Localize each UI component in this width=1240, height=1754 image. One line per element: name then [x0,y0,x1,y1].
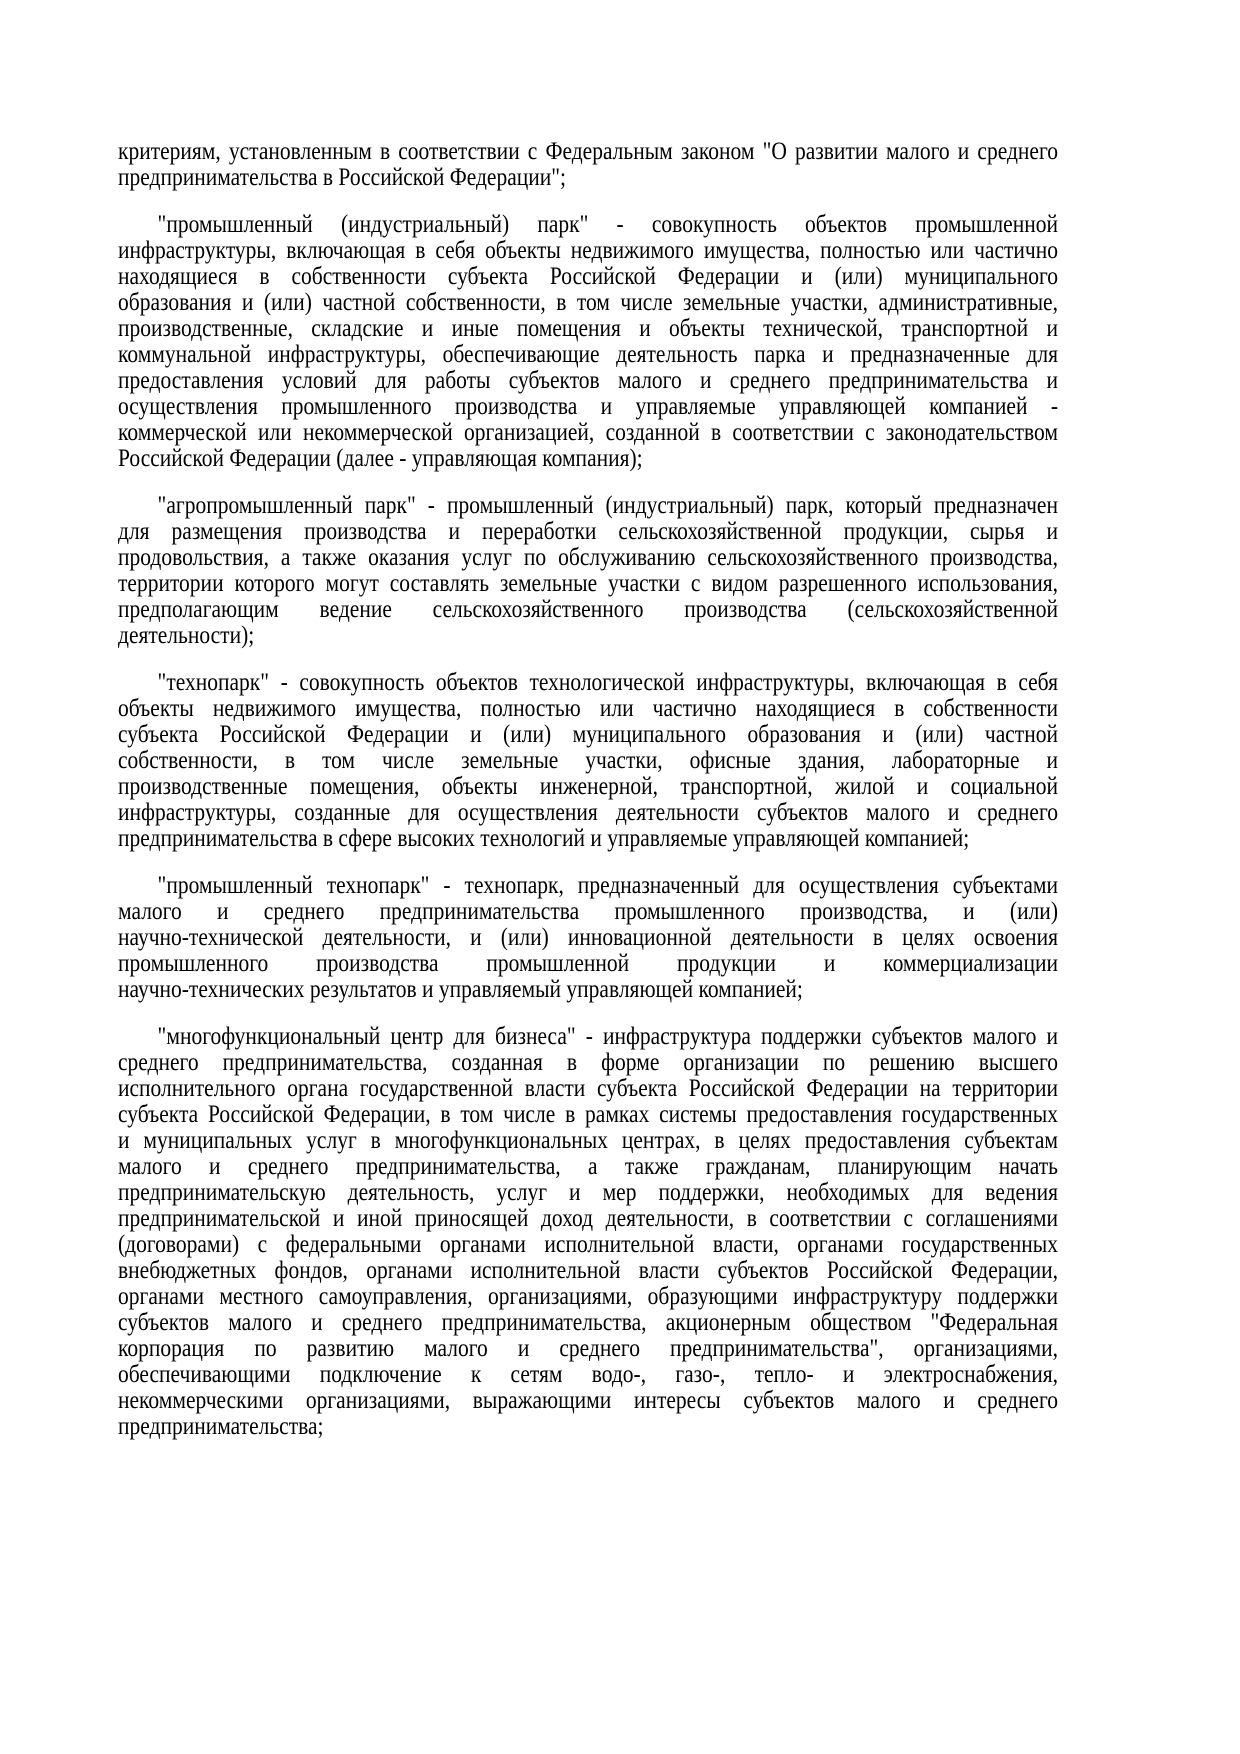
text-line: образования и (или) частной собственности, в том числе земельные участки, административные, [118,289,1058,316]
text-line: производственные помещения, объекты инженерной, транспортной, жилой и социальной [118,773,1058,800]
text-line: органами местного самоуправления, организациями, образующими инфраструктуру поддержки [118,1283,1058,1310]
text-line: малого и среднего предпринимательства промышленного производства, и (или) [118,898,1058,925]
paragraph [118,1024,1058,1440]
text-line: предполагающим ведение сельскохозяйственного производства (сельскохозяйственной [118,596,1058,623]
text-line: обеспечивающими подключение к сетям водо-, газо-, тепло- и электроснабжения, [118,1361,1058,1388]
text-line: предпринимательства в сфере высоких технологий и управляемые управляющей компанией; [118,825,970,852]
paragraph [118,139,1058,191]
text-line: (договорами) с федеральными органами исполнительной власти, органами государственных [118,1231,1058,1258]
text-line: "промышленный технопарк" - технопарк, предназначенный для осуществления субъектами [157,872,1058,899]
text-line: осуществления промышленного производства и управляемые управляющей компанией - [118,393,1058,420]
text-line: критериям, установленным в соответствии с Федеральным законом "О развитии малого и среднего [118,138,1058,165]
text-line: научно-технической деятельности, и (или) инновационной деятельности в целях освоения [118,924,1058,951]
text-line: собственности, в том числе земельные участки, офисные здания, лабораторные и [118,747,1058,774]
text-line: и муниципальных услуг в многофункциональных центрах, в целях предоставления субъектам [118,1127,1058,1154]
text-line: находящиеся в собственности субъекта Российской Федерации и (или) муниципального [118,263,1058,290]
text-line: внебюджетных фондов, органами исполнительной власти субъектов Российской Федерации, [118,1257,1058,1284]
text-line: промышленного производства промышленной продукции и коммерциализации [118,950,1058,977]
text-line: деятельности); [118,622,255,649]
text-line: предпринимательской и иной приносящей доход деятельности, в соответствии с соглашениями [118,1205,1058,1232]
text-line: предпринимательскую деятельность, услуг и мер поддержки, необходимых для ведения [118,1179,1058,1206]
text-line: коммерческой или некоммерческой организацией, созданной в соответствии с законодательством [118,419,1058,446]
text-line: Российской Федерации (далее - управляющая компания); [118,445,643,472]
text-line: малого и среднего предпринимательства, а также гражданам, планирующим начать [118,1153,1058,1180]
paragraph [118,873,1058,1003]
text-line: для размещения производства и переработки сельскохозяйственной продукции, сырья и [118,518,1058,545]
document-body [118,139,1058,1461]
text-line: "промышленный (индустриальный) парк" - совокупность объектов промышленной [157,211,1058,238]
text-line: "технопарк" - совокупность объектов технологической инфраструктуры, включающая в себя [157,669,1058,696]
text-line: предпринимательства; [118,1413,324,1440]
text-line: субъектов малого и среднего предпринимательства, акционерным обществом "Федеральная [118,1309,1058,1336]
text-line: объекты недвижимого имущества, полностью или частично находящиеся в собственности [118,695,1058,722]
text-line: "агропромышленный парк" - промышленный (индустриальный) парк, который предназначен [157,492,1058,519]
text-line: инфраструктуры, включающая в себя объекты недвижимого имущества, полностью или частично [118,237,1058,264]
text-line: некоммерческими организациями, выражающими интересы субъектов малого и среднего [118,1387,1058,1414]
text-line: корпорация по развитию малого и среднего предпринимательства", организациями, [118,1335,1058,1362]
text-line: коммунальной инфраструктуры, обеспечивающие деятельность парка и предназначенные для [118,341,1058,368]
paragraph [118,212,1058,472]
text-line: среднего предпринимательства, созданная в форме организации по решению высшего [118,1049,1058,1076]
text-line: "многофункциональный центр для бизнеса" - инфраструктура поддержки субъектов малого и [157,1023,1058,1050]
text-line: научно-технических результатов и управляемый управляющей компанией; [118,976,803,1003]
paragraph [118,670,1058,852]
text-line: предпринимательства в Российской Федерации"; [118,164,567,191]
text-line: предоставления условий для работы субъектов малого и среднего предпринимательства и [118,367,1058,394]
paragraph [118,493,1058,649]
text-line: субъекта Российской Федерации, в том числе в рамках системы предоставления государственных [118,1101,1058,1128]
text-line: инфраструктуры, созданные для осуществления деятельности субъектов малого и среднего [118,799,1058,826]
text-line: субъекта Российской Федерации и (или) муниципального образования и (или) частной [118,721,1058,748]
text-line: исполнительного органа государственной власти субъекта Российской Федерации на территории [118,1075,1058,1102]
text-line: производственные, складские и иные помещения и объекты технической, транспортной и [118,315,1058,342]
text-line: территории которого могут составлять земельные участки с видом разрешенного использования, [118,570,1058,597]
text-line: продовольствия, а также оказания услуг по обслуживанию сельскохозяйственного производства, [118,544,1058,571]
